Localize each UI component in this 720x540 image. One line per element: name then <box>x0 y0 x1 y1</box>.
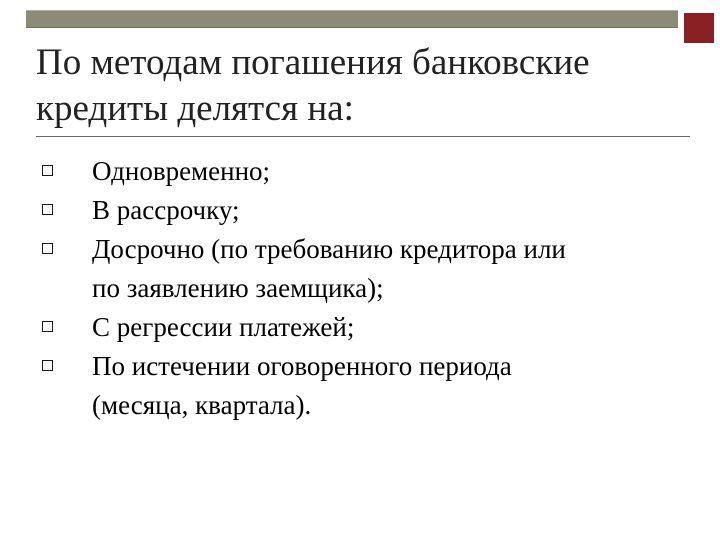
bullet-item-5 <box>0 347 682 425</box>
bullet-item-1 <box>0 152 682 191</box>
decorative-top-bar <box>26 10 678 28</box>
square-bullet-icon <box>42 321 53 332</box>
decorative-corner-square <box>684 13 714 43</box>
slide-title-line-1: По методам погашения банковские <box>36 42 590 83</box>
bullet-item-4 <box>0 308 682 347</box>
title-divider <box>36 136 690 137</box>
bullet-text-1: Одновременно; <box>92 156 271 186</box>
bullet-text-5-line-2: (месяца, квартала). <box>92 390 312 420</box>
bullet-item-3 <box>0 230 682 308</box>
bullet-text-3-line-1: Досрочно (по требованию кредитора или <box>92 234 566 264</box>
bullet-item-2 <box>0 191 682 230</box>
bullet-text-4: С регрессии платежей; <box>92 312 355 342</box>
square-bullet-icon <box>42 243 53 254</box>
square-bullet-icon <box>42 165 53 176</box>
bullet-text-2: В рассрочку; <box>92 195 240 225</box>
square-bullet-icon <box>42 204 53 215</box>
bullet-text-5-line-1: По истечении оговоренного периода <box>92 351 512 381</box>
slide-title-line-2: кредиты делятся на: <box>36 88 354 129</box>
square-bullet-icon <box>42 360 53 371</box>
bullet-text-3-line-2: по заявлению заемщика); <box>92 273 384 303</box>
bullet-list <box>0 152 720 425</box>
slide-title <box>36 40 676 132</box>
